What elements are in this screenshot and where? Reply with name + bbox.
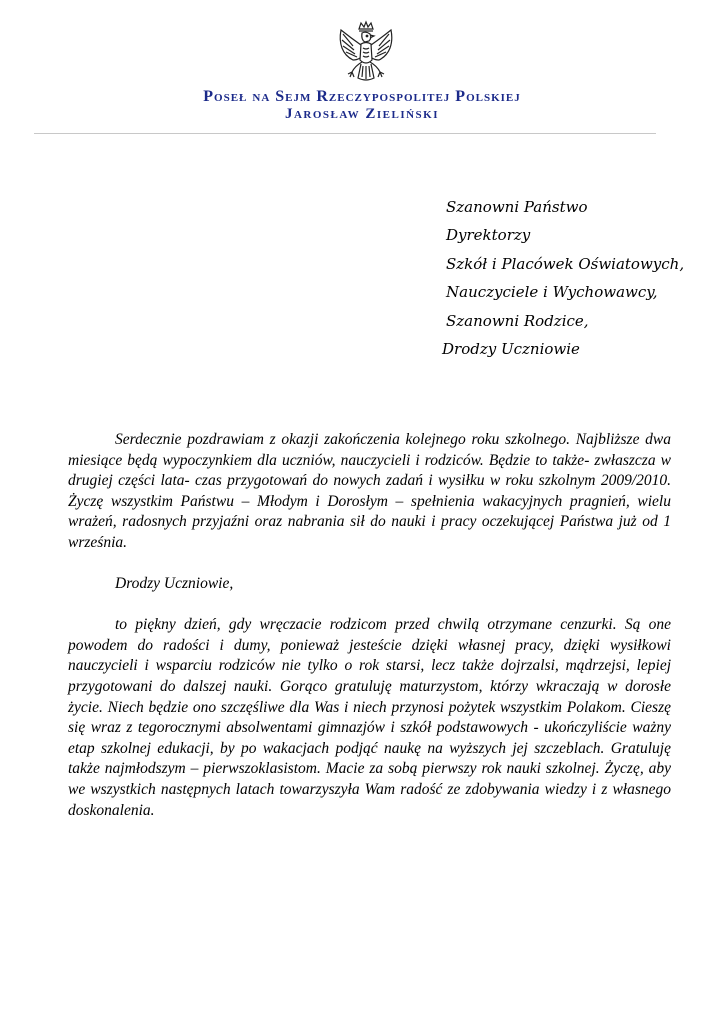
paragraph-address: Drodzy Uczniowie, xyxy=(115,574,234,592)
salutation-line: Szanowni Państwo xyxy=(446,198,588,216)
polish-eagle-emblem-icon xyxy=(335,20,397,92)
header-title: Poseł na Sejm Rzeczypospolitej Polskiej xyxy=(203,88,521,105)
header-divider xyxy=(34,133,656,134)
letter-body xyxy=(68,430,671,821)
salutation-line: Szkół i Placówek Oświatowych, xyxy=(446,254,685,273)
salutation-line: Szanowni Rodzice, xyxy=(446,311,589,330)
paragraph-greeting: Serdecznie pozdrawiam z okazji zakończenia kolejnego roku szkolnego. Najbliższe dwa miesiące będą wypoczynkiem dla uczniów, nauczycieli i rodziców. Będzie to także- zwłaszcza w drugiej części lata- czas przygotowań do nowych zadań i wysiłku w roku szkolnym 2009/2010. Życzę wszystkim Państwu – Młodym i Dorosłym – spełnienia wakacyjnych pragnień, wielu wrażeń, radosnych przyjaźni oraz nabrania sił do nauki i pracy oczekującej Państwa już od 1 września. xyxy=(68,431,671,551)
salutation-block xyxy=(442,193,685,363)
header-name: Jarosław Zieliński xyxy=(284,106,439,122)
salutation-line: Drodzy Uczniowie xyxy=(442,340,580,359)
salutation-line: Nauczyciele i Wychowawcy, xyxy=(446,283,658,302)
salutation-line: Dyrektorzy xyxy=(446,226,531,245)
paragraph-students: to piękny dzień, gdy wręczacie rodzicom przed chwilą otrzymane cenzurki. Są one powodem do radości i dumy, ponieważ jesteście dzięki własnej pracy, dzięki wysiłkowi nauczycieli i wsparciu rodziców nie tylko o rok starsi, lecz także dojrzalsi, mądrzejsi, lepiej przygotowani do dalszej nauki. Gorąco gratuluję maturzystom, którzy wkraczają w dorosłe życie. Niech będzie ono szczęśliwe dla Was i niech przynosi pożytek wszystkim Polakom. Cieszę się wraz z tegorocznymi absolwentami gimnazjów i szkół podstawowych - ukończyliście ważny etap szkolnej edukacji, by po wakacjach podjąć naukę na wyższych jej szczeblach. Gratuluję także najmłodszym – pierwszoklasistom. Macie za sobą pierwszy rok nauki szkolnej. Życzę, aby we wszystkich następnych latach towarzyszyła Wam radość ze zdobywania wiedzy i z własnego doskonalenia. xyxy=(68,616,671,819)
